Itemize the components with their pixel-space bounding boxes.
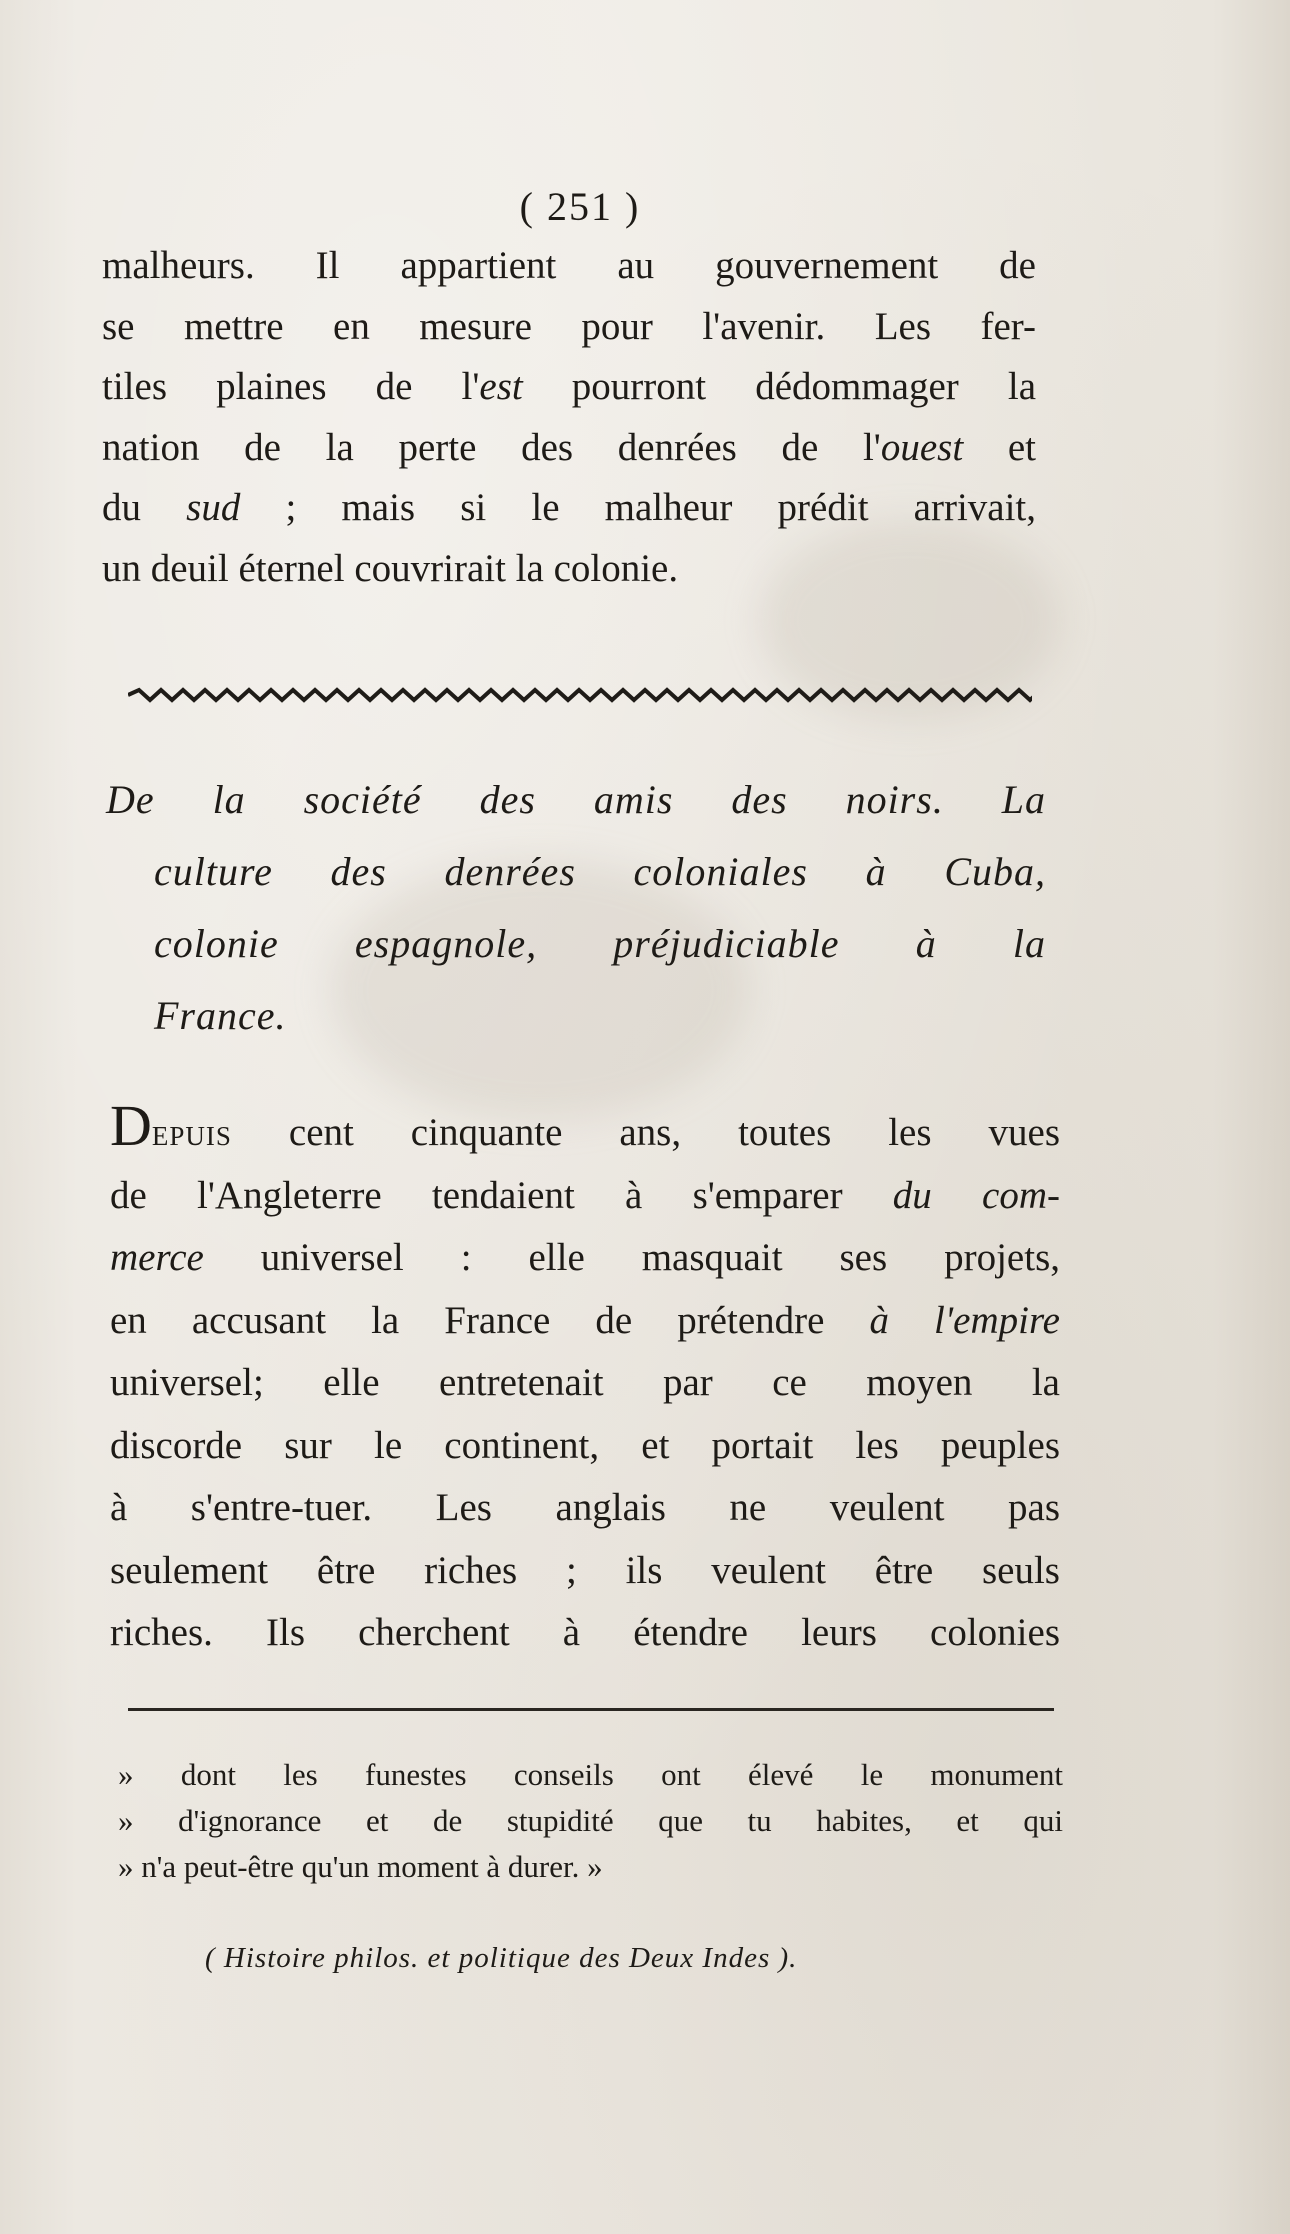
intro-paragraph: [102, 236, 1036, 599]
footnote-citation: ( Histoire philos. et politique des Deux Indes ).: [205, 1942, 798, 1974]
text-line: de l'Angleterre tendaient à s'emparer du com-: [110, 1173, 1060, 1217]
text-line: seulement être riches ; ils veulent être seuls: [110, 1548, 1060, 1592]
text-line: malheurs. Il appartient au gouvernement de: [102, 244, 1036, 287]
footnote-line: » dont les funestes conseils ont élevé le monument: [118, 1757, 1063, 1792]
text-line: nation de la perte des denrées de l'ouest et: [102, 425, 1036, 469]
text-line: en accusant la France de prétendre à l'empire: [110, 1298, 1060, 1342]
text-line: discorde sur le continent, et portait les peuples: [110, 1423, 1060, 1467]
section-heading: [106, 764, 1046, 1052]
page-number: ( 251 ): [519, 184, 641, 229]
text-line: tiles plaines de l'est pourront dédommager la: [102, 365, 1037, 408]
drop-cap: D: [110, 1093, 152, 1158]
text-line: du sud ; mais si le malheur prédit arrivait,: [102, 486, 1037, 529]
text-line: un deuil éternel couvrirait la colonie.: [102, 546, 679, 590]
body-paragraph: [110, 1093, 1060, 1665]
heading-line: culture des denrées coloniales à Cuba,: [154, 849, 1046, 894]
footnote: [118, 1752, 1063, 1890]
text-line: se mettre en mesure pour l'avenir. Les fer-: [102, 304, 1036, 348]
footnote-divider: [128, 1708, 1054, 1711]
heading-line: France.: [154, 993, 287, 1038]
text-line: riches. Ils cherchent à étendre leurs colonies: [110, 1611, 1060, 1654]
text-line: merce universel : elle masquait ses projets,: [110, 1236, 1060, 1279]
footnote-line: » n'a peut-être qu'un moment à durer. »: [118, 1849, 603, 1884]
text-line: à s'entre-tuer. Les anglais ne veulent pas: [110, 1486, 1060, 1529]
text-line: universel; elle entretenait par ce moyen la: [110, 1361, 1060, 1404]
heading-line: De la société des amis des noirs. La: [106, 777, 1046, 822]
text-line: Depuis cent cinquante ans, toutes les vues: [110, 1093, 1060, 1158]
ornamental-wavy-rule: [128, 686, 1032, 704]
footnote-line: » d'ignorance et de stupidité que tu habites, et qui: [118, 1803, 1063, 1838]
heading-line: colonie espagnole, préjudiciable à la: [154, 921, 1046, 966]
